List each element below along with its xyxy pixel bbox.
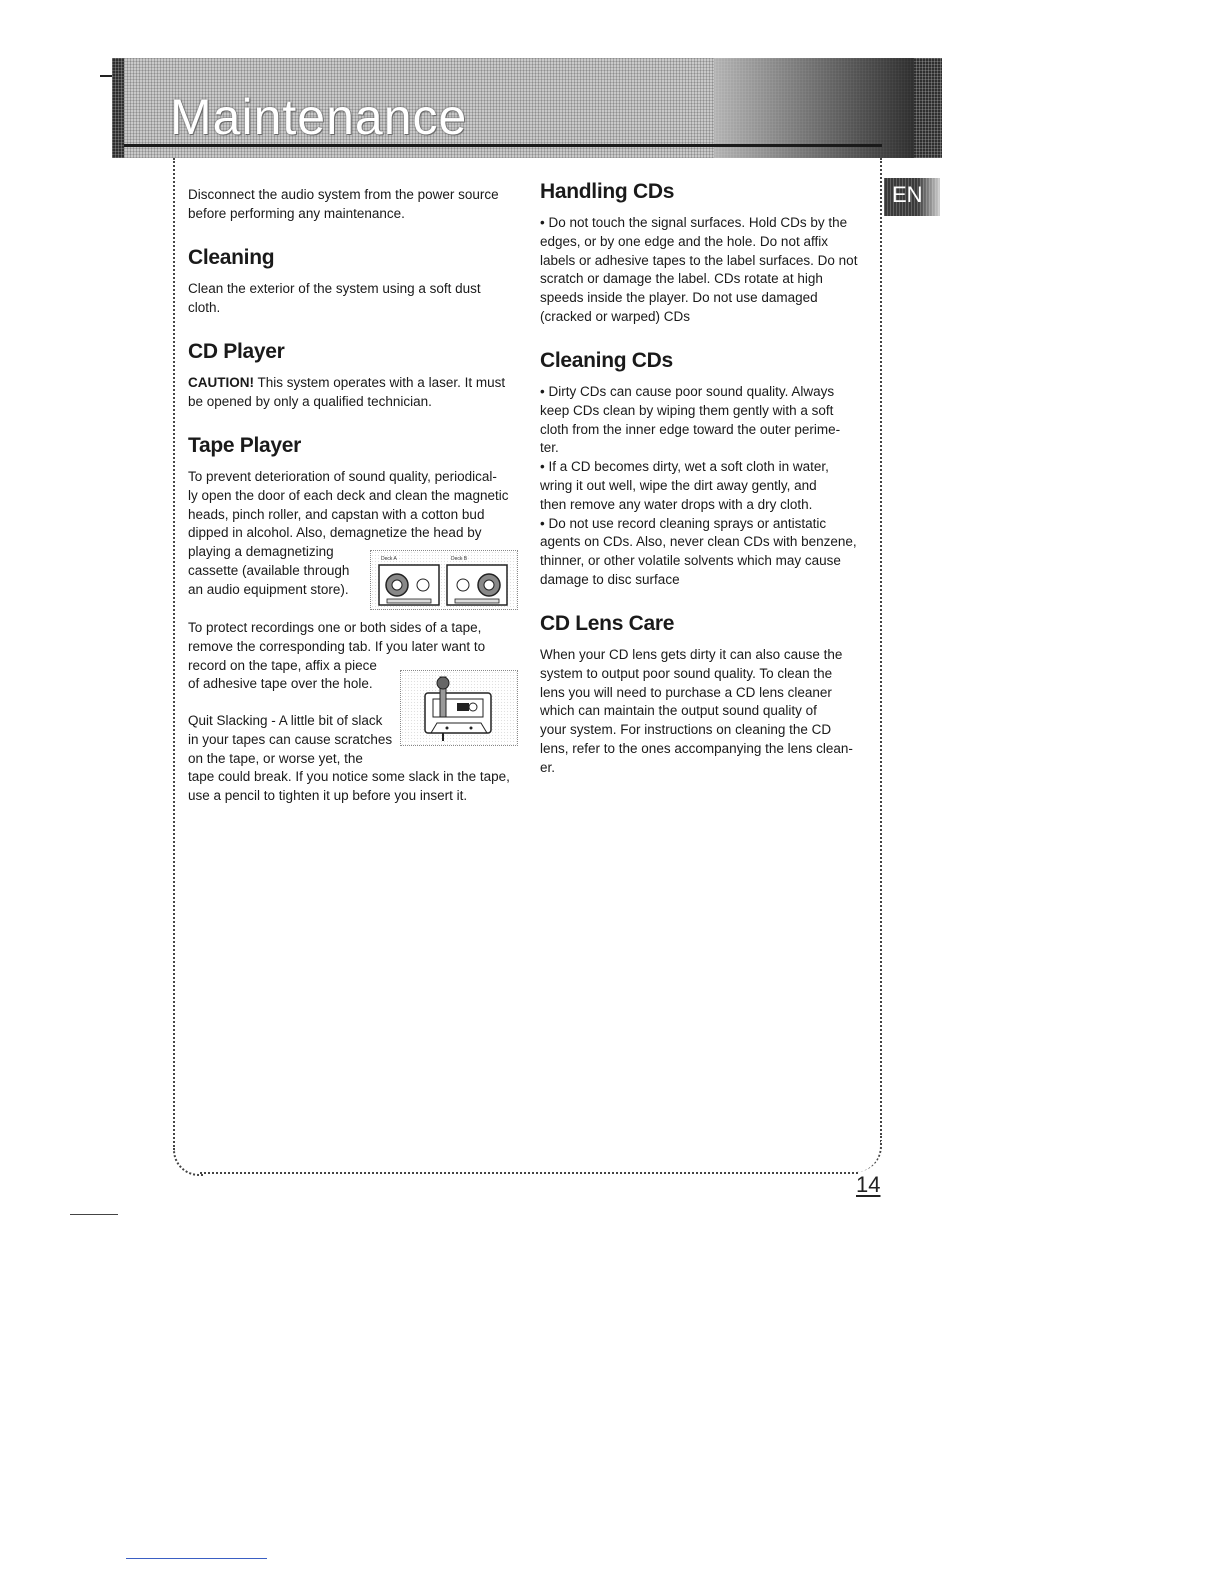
cleaning-line: cloth.	[188, 299, 221, 315]
cleaning-line: Clean the exterior of the system using a soft dust	[188, 281, 481, 296]
intro-line: Disconnect the audio system from the power source	[188, 187, 499, 202]
cd-player-paragraph	[188, 374, 505, 412]
handling-line: speeds inside the player. Do not use damaged	[540, 290, 818, 306]
cleaning-cds-line: then remove any water drops with a dry cloth.	[540, 496, 813, 512]
frame-corner-right	[852, 1140, 882, 1172]
cleaning-heading: Cleaning	[188, 246, 275, 269]
cassette-decks-icon	[371, 551, 517, 609]
handling-line: (cracked or warped) CDs	[540, 308, 691, 324]
cleaning-cds-line: • Dirty CDs can cause poor sound quality. Always	[540, 384, 835, 399]
tape-line: playing a demagnetizing	[188, 544, 334, 560]
margin-rule	[70, 1214, 118, 1215]
tape-line: on the tape, or worse yet, the	[188, 750, 363, 766]
cleaning-cds-paragraph	[540, 383, 857, 590]
lens-line: your system. For instructions on cleaning the CD	[540, 722, 832, 738]
tape-line: cassette (available through	[188, 562, 350, 578]
tape-line: To protect recordings one or both sides of a tape,	[188, 620, 482, 635]
tape-player-paragraph-3	[188, 712, 510, 806]
frame-right-border	[880, 158, 882, 1138]
cleaning-paragraph	[188, 280, 481, 318]
caution-label: CAUTION!	[188, 375, 254, 390]
lens-line: When your CD lens gets dirty it can also cause the	[540, 647, 843, 662]
handling-cds-heading: Handling CDs	[540, 180, 675, 203]
intro-paragraph	[188, 186, 499, 224]
cleaning-cds-line: wring it out well, wipe the dirt away gently, and	[540, 477, 817, 493]
language-tab-label: EN	[892, 182, 923, 207]
tape-line: ly open the door of each deck and clean the magnetic	[188, 487, 509, 503]
lens-line: er.	[540, 759, 556, 775]
banner-fade	[714, 58, 914, 158]
tape-line: remove the corresponding tab. If you later want to	[188, 638, 486, 654]
tape-line: Quit Slacking - A little bit of slack	[188, 713, 383, 728]
page-title: Maintenance	[170, 89, 468, 145]
tape-line: in your tapes can cause scratches	[188, 731, 393, 747]
frame-left-border	[173, 158, 175, 1150]
handling-line: edges, or by one edge and the hole. Do not affix	[540, 233, 828, 249]
language-tab	[884, 178, 940, 216]
tape-line: To prevent deterioration of sound quality, periodical-	[188, 469, 497, 484]
cleaning-cds-line: keep CDs clean by wiping them gently with a soft	[540, 402, 834, 418]
cleaning-cds-line: ter.	[540, 440, 559, 456]
intro-line: before performing any maintenance.	[188, 205, 405, 221]
tape-line: an audio equipment store).	[188, 581, 349, 597]
tape-line: record on the tape, affix a piece	[188, 657, 377, 673]
cleaning-cds-line: • If a CD becomes dirty, wet a soft cloth in water,	[540, 459, 829, 475]
tape-line: use a pencil to tighten it up before you insert it.	[188, 788, 468, 804]
deck-b-caption: Deck B	[451, 556, 468, 562]
tape-line: heads, pinch roller, and capstan with a cotton bud	[188, 506, 485, 522]
lens-line: lens you will need to purchase a CD lens cleaner	[540, 684, 832, 700]
frame-corner-left	[173, 1148, 203, 1176]
deck-a-caption: Deck A	[381, 556, 397, 562]
caution-text: This system operates with a laser. It must	[254, 375, 506, 390]
cleaning-cds-line: thinner, or other volatile solvents which may cause	[540, 553, 841, 569]
frame-bottom-border	[200, 1172, 858, 1174]
cleaning-cds-heading: Cleaning CDs	[540, 349, 673, 372]
cd-lens-care-heading: CD Lens Care	[540, 612, 675, 635]
cleaning-cds-line: damage to disc surface	[540, 571, 680, 587]
margin-rule-blue	[126, 1558, 267, 1559]
lens-line: system to output poor sound quality. To clean the	[540, 665, 833, 681]
page-number: 14	[856, 1172, 881, 1197]
tape-line: dipped in alcohol. Also, demagnetize the head by	[188, 525, 482, 541]
cleaning-cds-line: • Do not use record cleaning sprays or antistatic	[540, 515, 827, 531]
lens-line: lens, refer to the ones accompanying the lens clean-	[540, 740, 853, 756]
cassette-decks-illustration	[370, 550, 518, 610]
lens-line: which can maintain the output sound quality of	[540, 703, 817, 719]
cd-player-line	[188, 374, 505, 393]
header-banner	[112, 58, 942, 158]
cleaning-cds-line: cloth from the inner edge toward the outer perime-	[540, 421, 841, 437]
handling-line: labels or adhesive tapes to the label surfaces. Do not	[540, 252, 858, 268]
cd-player-line: be opened by only a qualified technician.	[188, 393, 432, 409]
handling-line: • Do not touch the signal surfaces. Hold CDs by the	[540, 215, 848, 230]
tape-line: of adhesive tape over the hole.	[188, 676, 373, 692]
handling-cds-paragraph	[540, 214, 857, 327]
tape-line: tape could break. If you notice some slack in the tape,	[188, 769, 510, 785]
cd-lens-care-paragraph	[540, 646, 853, 778]
cleaning-cds-line: agents on CDs. Also, never clean CDs with benzene,	[540, 534, 857, 550]
tape-player-heading: Tape Player	[188, 434, 302, 457]
cd-player-heading: CD Player	[188, 340, 285, 363]
handling-line: scratch or damage the label. CDs rotate at high	[540, 271, 823, 287]
